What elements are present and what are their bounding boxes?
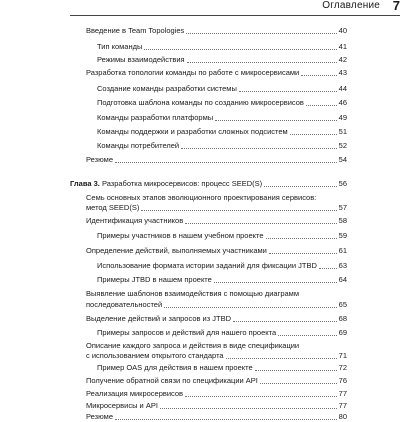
toc-entry[interactable] (97, 42, 347, 52)
toc-entry-title (70, 179, 262, 189)
toc-chapter-entry[interactable] (70, 179, 347, 189)
dot-leader (233, 321, 337, 322)
toc-entry-page: 42 (338, 55, 347, 64)
toc-entry[interactable] (86, 314, 347, 324)
toc-entry[interactable] (97, 275, 347, 285)
chapter-label: Глава 3. (70, 179, 100, 188)
dot-leader (319, 268, 337, 269)
toc-entry-title: Введение в Team Topologies (86, 26, 185, 35)
toc-entry-page: 49 (338, 113, 347, 122)
toc-entry-page: 58 (338, 216, 347, 225)
toc-entry[interactable] (97, 113, 347, 123)
toc-entry-page: 64 (338, 275, 347, 284)
toc-entry[interactable] (97, 127, 347, 137)
toc-entry-title: Подготовка шаблона команды по созданию микросервисов (97, 98, 304, 107)
toc-entry[interactable] (86, 68, 347, 78)
toc-entry-page: 40 (338, 26, 347, 35)
dot-leader (214, 282, 337, 283)
toc-entry[interactable] (97, 141, 347, 151)
dot-leader (187, 62, 337, 63)
toc-entry-page: 57 (338, 203, 347, 212)
dot-leader (185, 396, 337, 397)
toc-entry-page: 76 (338, 376, 347, 385)
dot-leader (144, 49, 336, 50)
toc-entry-title: Примеры JTBD в нашем проекте (97, 275, 212, 284)
header-page-number: 7 (392, 0, 400, 13)
toc-entry[interactable] (86, 401, 347, 411)
toc-entry-page: 77 (338, 401, 347, 410)
toc-entry-title-line2: последовательностей (86, 300, 163, 309)
dot-leader (306, 105, 337, 106)
toc-entry[interactable] (97, 261, 347, 271)
toc-entry-title: Создание команды разработки системы (97, 84, 237, 93)
dot-leader (264, 186, 336, 187)
toc-entry-title: Резюме (86, 412, 113, 421)
toc-entry-title: Команды разработки платформы (97, 113, 214, 122)
toc-entry-title: Микросервисы и API (86, 401, 158, 410)
dot-leader (278, 335, 337, 336)
toc-entry-title: Режимы взаимодействия (97, 55, 185, 64)
toc-entry-title: Разработка топологии команды по работе с микросервисами (86, 68, 300, 77)
toc-entry[interactable] (97, 55, 347, 65)
toc-entry-title: Использование формата истории заданий для фиксации JTBD (97, 261, 317, 270)
toc-entry-title: Примеры запросов и действий для нашего проекта (97, 328, 277, 337)
toc-entry-title: Реализация микросервисов (86, 389, 184, 398)
dot-leader (141, 210, 336, 211)
toc-entry-title-line2: с использованием открытого стандарта (86, 351, 224, 360)
toc-entry[interactable] (86, 155, 347, 165)
toc-entry-page: 52 (338, 141, 347, 150)
toc-entry-title-line1: Выявление шаблонов взаимодействия с помощью диаграмм (86, 289, 299, 298)
dot-leader (115, 162, 337, 163)
dot-leader (186, 33, 336, 34)
toc-entry-page: 46 (338, 98, 347, 107)
dot-leader (260, 383, 337, 384)
toc-entry-title: Идентификация участников (86, 216, 184, 225)
toc-entry[interactable] (86, 351, 347, 361)
toc-entry-page: 59 (338, 231, 347, 240)
dot-leader (215, 120, 337, 121)
toc-entry-page: 80 (338, 412, 347, 421)
toc-entry-title: Выделение действий и запросов из JTBD (86, 314, 232, 323)
toc-entry[interactable] (86, 300, 347, 310)
toc-entry-title-line1: Семь основных этапов эволюционного проектирования сервисов: (86, 193, 317, 202)
toc-entry[interactable] (97, 84, 347, 94)
toc-entry-page: 44 (338, 84, 347, 93)
toc-entry-title-line2: метод SEED(S) (86, 203, 140, 212)
header-title: Оглавление (322, 0, 380, 11)
toc-entry-page: 77 (338, 389, 347, 398)
toc-entry[interactable] (86, 26, 347, 36)
dot-leader (266, 238, 337, 239)
toc-entry[interactable] (97, 328, 347, 338)
toc-entry-page: 43 (338, 68, 347, 77)
dot-leader (226, 358, 337, 359)
toc-entry-page: 61 (338, 246, 347, 255)
toc-entry-title: Команды поддержки и разработки сложных подсистем (97, 127, 288, 136)
dot-leader (239, 91, 337, 92)
dot-leader (301, 75, 336, 76)
toc-entry[interactable] (97, 231, 347, 241)
toc-entry[interactable] (86, 389, 347, 399)
dot-leader (255, 370, 337, 371)
toc-entry-page: 71 (338, 351, 347, 360)
dot-leader (269, 253, 337, 254)
toc-entry-title: Команды потребителей (97, 141, 180, 150)
toc-entry-page: 63 (338, 261, 347, 270)
toc-entry-page: 69 (338, 328, 347, 337)
toc-entry[interactable] (86, 412, 347, 422)
dot-leader (185, 223, 336, 224)
toc-entry[interactable] (86, 376, 347, 386)
toc-entry-title: Пример OAS для действия в нашем проекте (97, 363, 253, 372)
toc-entry-title: Тип команды (97, 42, 143, 51)
toc-entry-page: 65 (338, 300, 347, 309)
toc-entry-title: Примеры участников в нашем учебном проекте (97, 231, 264, 240)
toc-entry-page: 41 (338, 42, 347, 51)
toc-entry-page: 68 (338, 314, 347, 323)
chapter-title: Разработка микросервисов: процесс SEED(S) (101, 179, 263, 188)
toc-entry-title-line1: Описание каждого запроса и действия в виде спецификации (86, 341, 300, 350)
dot-leader (290, 134, 337, 135)
toc-entry-title: Получение обратной связи по спецификации API (86, 376, 258, 385)
toc-entry-page: 56 (338, 179, 347, 188)
toc-entry-title: Резюме (86, 155, 113, 164)
toc-entry-title: Определение действий, выполняемых участниками (86, 246, 267, 255)
dot-leader (181, 148, 337, 149)
toc-entry-page: 54 (338, 155, 347, 164)
toc-entry[interactable] (86, 216, 347, 226)
toc-entry[interactable] (86, 203, 347, 213)
toc-entry-page: 51 (338, 127, 347, 136)
toc-entry[interactable] (86, 246, 347, 256)
dot-leader (164, 307, 337, 308)
dot-leader (160, 408, 337, 409)
toc-entry[interactable] (97, 363, 347, 373)
toc-entry[interactable] (97, 98, 347, 108)
toc-entry-page: 72 (338, 363, 347, 372)
